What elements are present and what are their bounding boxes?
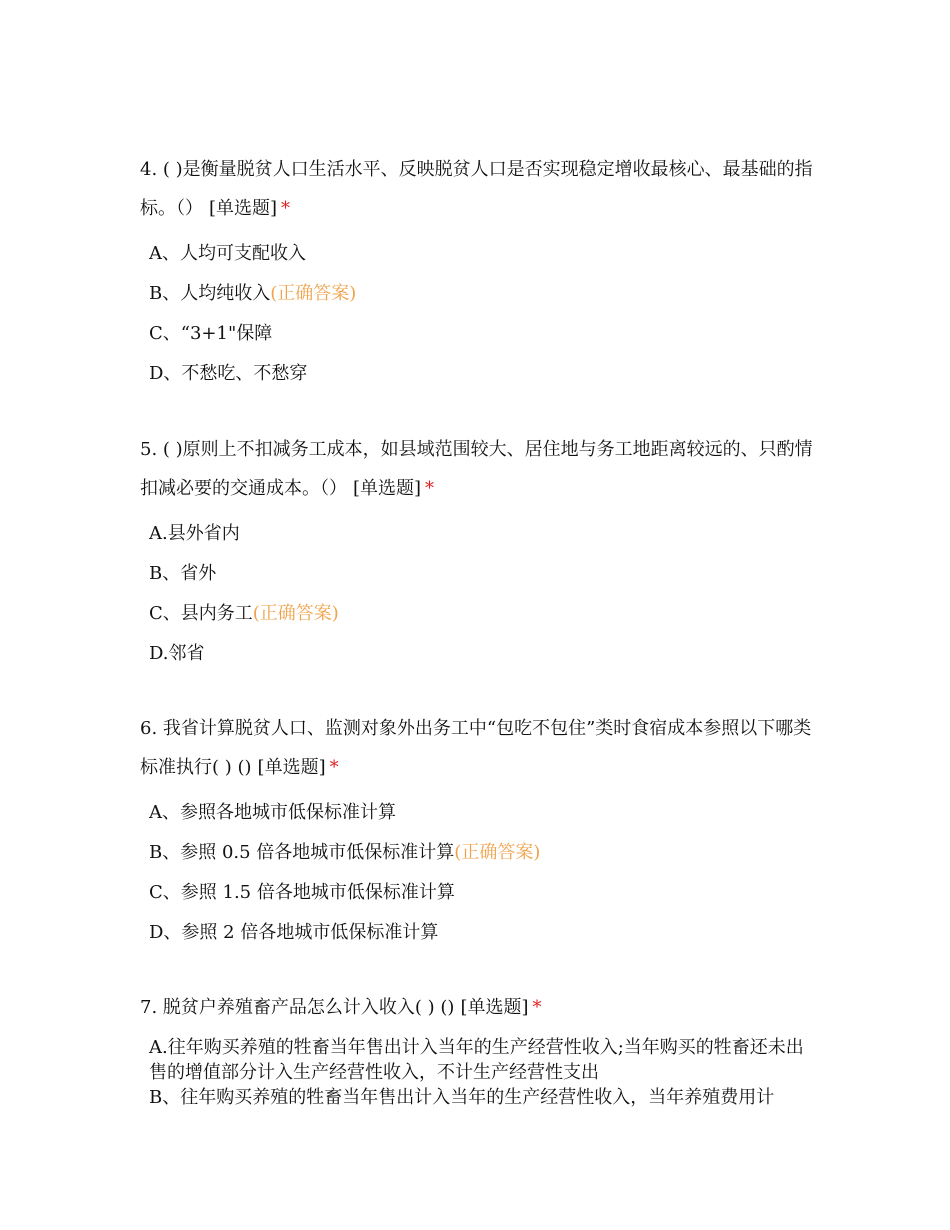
question-4 <box>140 150 820 394</box>
required-marker: * <box>425 478 435 499</box>
option-b[interactable]: B、省外 <box>149 563 217 584</box>
option-b[interactable]: B、参照 0.5 倍各地城市低保标准计算(正确答案) <box>149 842 541 863</box>
option-a[interactable]: A.往年购买养殖的牲畜当年售出计入当年的生产经营性收入;当年购买的牲畜还未出售的增值部分计入生产经营性收入，不计生产经营性支出 <box>149 1037 804 1083</box>
option-c[interactable]: C、参照 1.5 倍各地城市低保标准计算 <box>149 882 455 903</box>
question-type-tag: [单选题] <box>209 198 278 219</box>
option-a[interactable]: A、参照各地城市低保标准计算 <box>149 802 396 823</box>
question-text: 4. ( )是衡量脱贫人口生活水平、反映脱贫人口是否实现稳定增收最核心、最基础的指标。（） [单选题] * <box>140 159 813 219</box>
option-c[interactable]: C、县内务工(正确答案) <box>149 603 339 624</box>
correct-answer-label: (正确答案) <box>270 283 357 304</box>
correct-answer-label: (正确答案) <box>454 842 541 863</box>
option-b[interactable]: B、往年购买养殖的牲畜当年售出计入当年的生产经营性收入，当年养殖费用计 <box>149 1087 775 1108</box>
required-marker: * <box>532 997 542 1018</box>
option-d[interactable]: D.邻省 <box>149 643 205 664</box>
question-5 <box>140 430 820 674</box>
required-marker: * <box>329 757 339 778</box>
question-7 <box>140 988 820 1110</box>
question-type-tag: [单选题] <box>460 997 529 1018</box>
option-list <box>140 514 820 674</box>
option-d[interactable]: D、不愁吃、不愁穿 <box>149 363 308 384</box>
option-a[interactable]: A.县外省内 <box>149 523 240 544</box>
option-c[interactable]: C、“3+1"保障 <box>149 323 273 344</box>
option-d[interactable]: D、参照 2 倍各地城市低保标准计算 <box>149 922 439 943</box>
option-list <box>140 1035 820 1110</box>
option-b[interactable]: B、人均纯收入(正确答案) <box>149 283 357 304</box>
question-text: 5. ( )原则上不扣减务工成本，如县域范围较大、居住地与务工地距离较远的、只酌情扣减必要的交通成本。（） [单选题] * <box>140 439 813 499</box>
question-6 <box>140 709 820 953</box>
question-text: 6. 我省计算脱贫人口、监测对象外出务工中“包吃不包住”类时食宿成本参照以下哪类标准执行( ) () [单选题] * <box>140 718 812 778</box>
required-marker: * <box>281 198 291 219</box>
question-text: 7. 脱贫户养殖畜产品怎么计入收入( ) () [单选题] * <box>140 997 542 1018</box>
question-type-tag: [单选题] <box>257 757 326 778</box>
option-list <box>140 793 820 953</box>
question-type-tag: [单选题] <box>353 478 422 499</box>
option-list <box>140 234 820 394</box>
correct-answer-label: (正确答案) <box>252 603 339 624</box>
option-a[interactable]: A、人均可支配收入 <box>149 243 306 264</box>
